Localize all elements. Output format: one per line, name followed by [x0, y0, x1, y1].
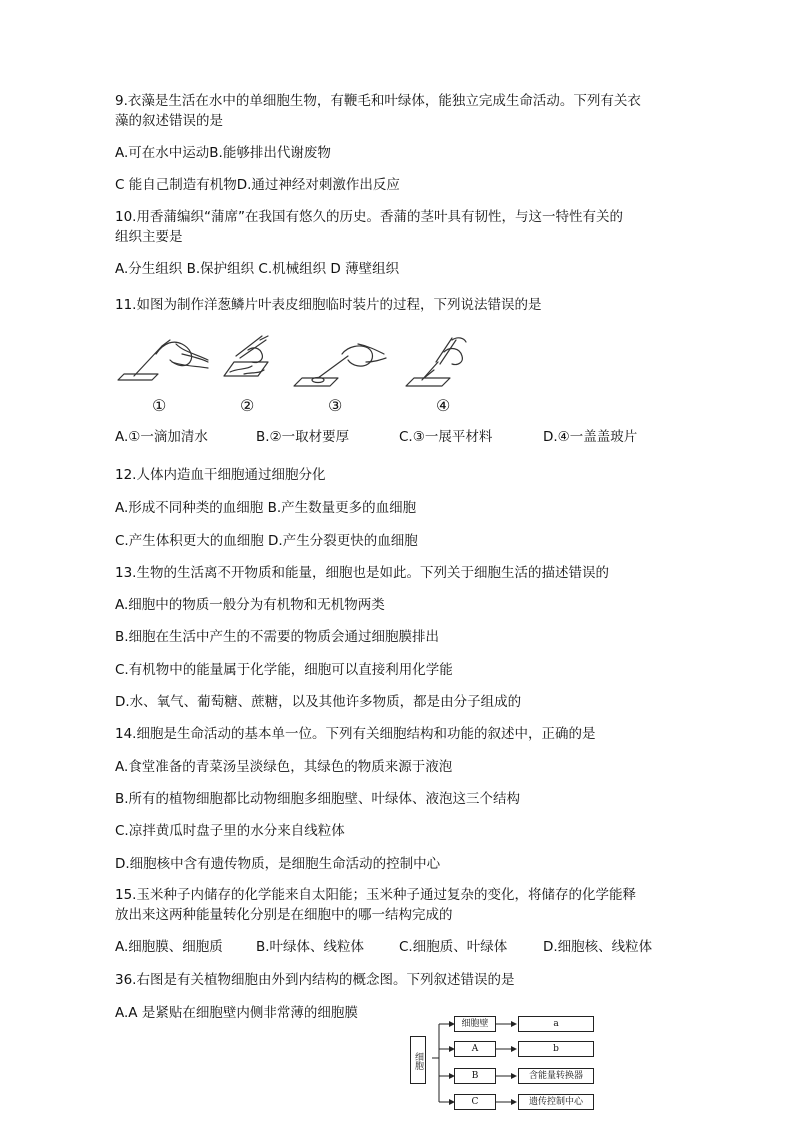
q11-option-c: C.③一展平材料 — [399, 429, 493, 445]
q14-option-b: B.所有的植物细胞都比动物细胞多细胞壁、叶绿体、液泡这三个结构 — [115, 791, 521, 807]
q14-option-c: C.凉拌黄瓜时盘子里的水分来自线粒体 — [115, 823, 345, 839]
q36-stem: 36.右图是有关植物细胞由外到内结构的概念图。下列叙述错误的是 — [115, 972, 515, 988]
step-2-label: ② — [240, 396, 255, 415]
q15-stem-line-1: 15.玉米种子内储存的化学能来自太阳能；玉米种子通过复杂的变化，将储存的化学能释 — [115, 887, 636, 903]
q11-stem: 11.如图为制作洋葱鳞片叶表皮细胞临时装片的过程，下列说法错误的是 — [115, 297, 542, 313]
step-1-dropper-illustration — [118, 340, 208, 380]
concept-right-box-1: a — [518, 1016, 594, 1032]
q9-stem-line-1: 9.衣藻是生活在水中的单细胞生物，有鞭毛和叶绿体，能独立完成生命活动。下列有关衣 — [115, 93, 641, 109]
step-3-needle-illustration — [294, 344, 386, 386]
q10-stem-line-2: 组织主要是 — [115, 229, 183, 245]
q11-option-a: A.①一滴加清水 — [115, 429, 208, 445]
q12-stem: 12.人体内造血干细胞通过细胞分化 — [115, 467, 326, 483]
concept-right-box-3: 含能量转换器 — [518, 1068, 594, 1084]
q13-stem: 13.生物的生活离不开物质和能量，细胞也是如此。下列关于细胞生活的描述错误的 — [115, 565, 609, 581]
concept-left-box-1: 细胞壁 — [454, 1016, 496, 1032]
concept-left-box-3: B — [454, 1068, 496, 1084]
step-1-label: ① — [152, 396, 167, 415]
q9-options-cd: C 能自己制造有机物D.通过神经对刺激作出反应 — [115, 177, 400, 193]
concept-map-root: 细胞 — [410, 1036, 426, 1084]
q9-stem-line-2: 藻的叙述错误的是 — [115, 113, 223, 129]
concept-right-box-2: b — [518, 1041, 594, 1057]
q12-options-ab: A.形成不同种类的血细胞 B.产生数量更多的血细胞 — [115, 500, 417, 516]
q15-option-b: B.叶绿体、线粒体 — [256, 939, 365, 955]
q15-stem-line-2: 放出来这两种能量转化分别是在细胞中的哪一结构完成的 — [115, 907, 453, 923]
q10-options: A.分生组织 B.保护组织 C.机械组织 D 薄壁组织 — [115, 261, 400, 277]
concept-right-box-4: 遗传控制中心 — [518, 1094, 594, 1110]
step-2-tweezers-illustration — [224, 336, 268, 376]
q9-options-ab: A.可在水中运动B.能够排出代谢废物 — [115, 145, 331, 161]
q13-option-d: D.水、氧气、葡萄糖、蔗糖，以及其他许多物质，都是由分子组成的 — [115, 694, 522, 710]
q10-stem-line-1: 10.用香蒲编织“蒲席”在我国有悠久的历史。香蒲的茎叶具有韧性，与这一特性有关的 — [115, 209, 623, 225]
q13-option-b: B.细胞在生活中产生的不需要的物质会通过细胞膜排出 — [115, 629, 440, 645]
q13-option-c: C.有机物中的能量属于化学能，细胞可以直接利用化学能 — [115, 662, 453, 678]
concept-left-box-4: C — [454, 1094, 496, 1110]
step-4-label: ④ — [436, 396, 451, 415]
q11-option-b: B.②一取材要厚 — [256, 429, 350, 445]
q15-option-c: C.细胞质、叶绿体 — [399, 939, 508, 955]
q15-option-d: D.细胞核、线粒体 — [543, 939, 653, 955]
q14-option-a: A.食堂准备的青菜汤呈淡绿色，其绿色的物质来源于液泡 — [115, 759, 453, 775]
q14-stem: 14.细胞是生命活动的基本单一位。下列有关细胞结构和功能的叙述中，正确的是 — [115, 726, 596, 742]
step-3-label: ③ — [328, 396, 343, 415]
q14-option-d: D.细胞核中含有遗传物质，是细胞生命活动的控制中心 — [115, 856, 441, 872]
q12-options-cd: C.产生体积更大的血细胞 D.产生分裂更快的血细胞 — [115, 533, 418, 549]
q36-option-a: A.A 是紧贴在细胞壁内侧非常薄的细胞膜 — [115, 1005, 358, 1021]
step-4-coverslip-illustration — [406, 338, 466, 386]
q15-option-a: A.细胞膜、细胞质 — [115, 939, 223, 955]
q13-option-a: A.细胞中的物质一般分为有机物和无机物两类 — [115, 597, 385, 613]
concept-left-box-2: A — [454, 1041, 496, 1057]
q11-option-d: D.④一盖盖玻片 — [543, 429, 638, 445]
